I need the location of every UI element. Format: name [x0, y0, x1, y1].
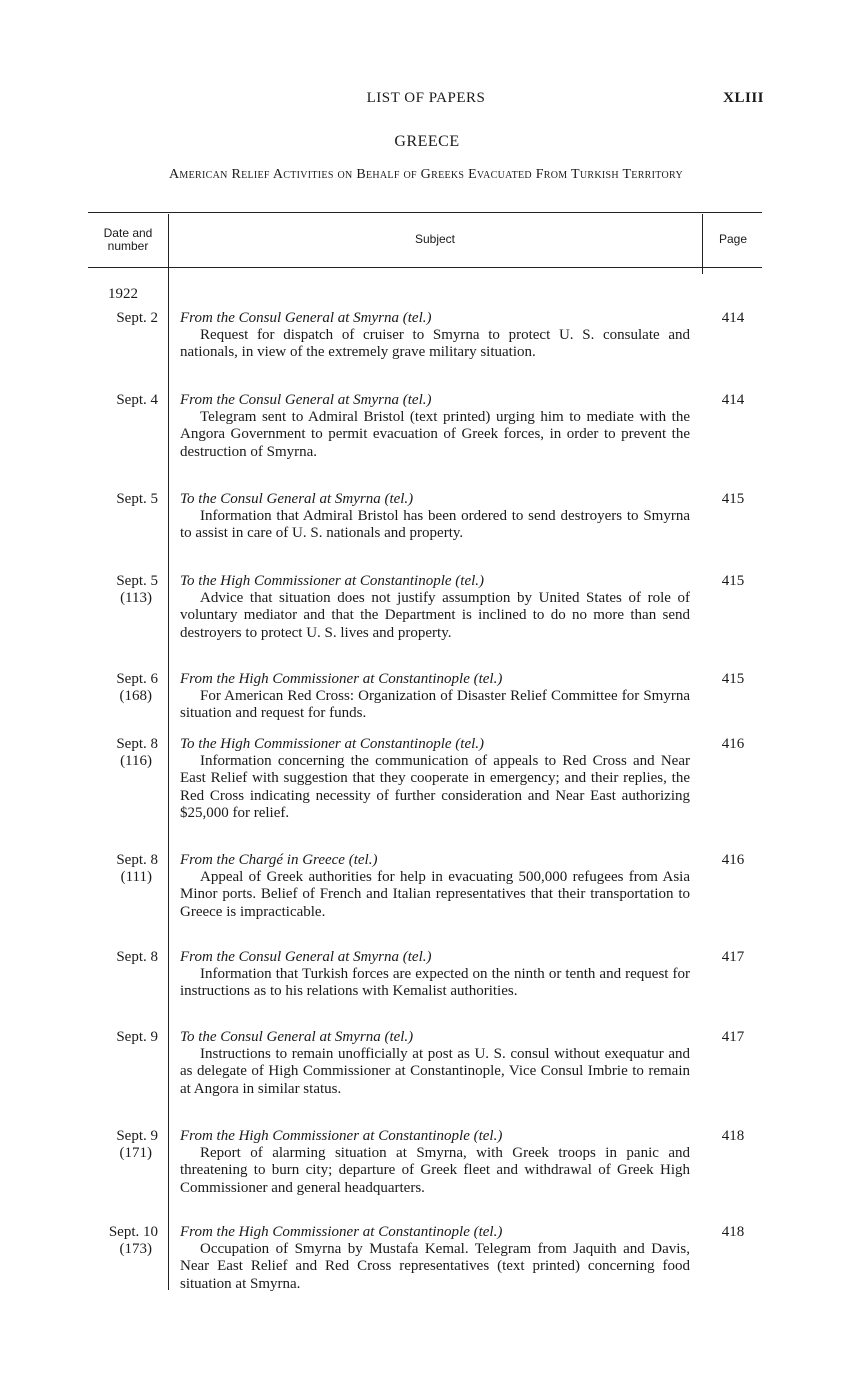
- row-subject: [180, 392, 690, 461]
- row-summary: Information concerning the communication of appeals to Red Cross and Near East Relief with suggestion that they cooperate in emergency; and their replies, the Red Cross indicating necessity of further consideration and Near East authorizing $25,000 for relief.: [180, 753, 690, 821]
- row-heading: From the Consul General at Smyrna (tel.): [180, 392, 432, 408]
- row-heading: From the High Commissioner at Constantinople (tel.): [180, 671, 503, 687]
- row-subject: [180, 949, 690, 1001]
- year-label: 1922: [108, 286, 138, 302]
- row-subject: [180, 1128, 690, 1197]
- row-summary: Telegram sent to Admiral Bristol (text printed) urging him to mediate with the Angora Government to permit evacuation of Greek forces, in order to prevent the destruction of Smyrna.: [180, 409, 690, 460]
- column-header-page: Page: [718, 232, 748, 246]
- column-header-subject: Subject: [414, 232, 456, 246]
- row-summary: Information that Turkish forces are expected on the ninth or tenth and request for instructions as to his relations with Kemalist authorities.: [180, 966, 690, 1000]
- papers-table: [88, 212, 762, 1290]
- row-heading: From the High Commissioner at Constantinople (tel.): [180, 1224, 503, 1240]
- column-header-date-number: Date and number: [103, 226, 153, 253]
- row-date: Sept. 5: [116, 491, 158, 507]
- row-date: Sept. 4: [116, 392, 158, 408]
- table-header-rule: [88, 267, 762, 268]
- row-summary: Appeal of Greek authorities for help in evacuating 500,000 refugees from Asia Minor ports. Belief of French and Italian representatives that their transportation to Greece is impracticable.: [180, 869, 690, 920]
- row-subject: [180, 671, 690, 723]
- row-heading: To the High Commissioner at Constantinople (tel.): [180, 736, 485, 752]
- row-summary: For American Red Cross: Organization of Disaster Relief Committee for Smyrna situation and request for funds.: [180, 688, 690, 722]
- row-number: (171): [119, 1145, 152, 1161]
- row-subject: [180, 310, 690, 362]
- row-summary: Information that Admiral Bristol has been ordered to send destroyers to Smyrna to assist in care of U. S. nationals and property.: [180, 508, 690, 542]
- row-subject: [180, 852, 690, 921]
- running-title: LIST OF PAPERS: [366, 90, 486, 106]
- row-page: 418: [721, 1128, 745, 1144]
- row-date: Sept. 2: [116, 310, 158, 326]
- row-page: 416: [721, 852, 745, 868]
- row-summary: Report of alarming situation at Smyrna, with Greek troops in panic and threatening to burn city; departure of Greek fleet and withdrawal of Greek High Commissioner and general headquarters.: [180, 1145, 690, 1196]
- column-divider-left: [168, 214, 169, 1290]
- row-heading: From the High Commissioner at Constantinople (tel.): [180, 1128, 503, 1144]
- row-heading: From the Chargé in Greece (tel.): [180, 852, 378, 868]
- row-subject: [180, 736, 690, 822]
- row-date: Sept. 5: [116, 573, 158, 589]
- row-page: 414: [721, 392, 745, 408]
- row-page: 416: [721, 736, 745, 752]
- row-heading: To the Consul General at Smyrna (tel.): [180, 491, 414, 507]
- row-page: 415: [721, 671, 745, 687]
- row-heading: To the Consul General at Smyrna (tel.): [180, 1029, 414, 1045]
- country-heading: GREECE: [394, 133, 460, 150]
- row-date: Sept. 8: [116, 736, 158, 752]
- row-heading: From the Consul General at Smyrna (tel.): [180, 310, 432, 326]
- row-page: 415: [721, 573, 745, 589]
- row-number: (113): [120, 590, 152, 606]
- row-date: Sept. 9: [116, 1128, 158, 1144]
- row-summary: Request for dispatch of cruiser to Smyrna to protect U. S. consulate and nationals, in view of the extremely grave military situation.: [180, 327, 690, 361]
- column-divider-right: [702, 214, 703, 274]
- row-page: 417: [721, 1029, 745, 1045]
- row-subject: [180, 573, 690, 642]
- row-date: Sept. 9: [116, 1029, 158, 1045]
- row-page: 414: [721, 310, 745, 326]
- row-summary: Occupation of Smyrna by Mustafa Kemal. Telegram from Jaquith and Davis, Near East Relief and Red Cross representatives (text printed) concerning food situation at Smyrna.: [180, 1241, 690, 1292]
- row-number: (168): [119, 688, 152, 704]
- row-subject: [180, 491, 690, 543]
- table-top-rule: [88, 212, 762, 213]
- row-subject: [180, 1029, 690, 1098]
- row-date: Sept. 8: [116, 852, 158, 868]
- row-summary: Advice that situation does not justify assumption by United States of role of voluntary mediator and that the Department is inclined to do no more than send destroyers to protect U. S. lives and property.: [180, 590, 690, 641]
- row-date: Sept. 10: [108, 1224, 158, 1240]
- row-number: (173): [119, 1241, 152, 1257]
- row-page: 418: [721, 1224, 745, 1240]
- row-page: 417: [721, 949, 745, 965]
- row-number: (116): [120, 753, 152, 769]
- page-number: XLIII: [723, 90, 764, 106]
- row-subject: [180, 1224, 690, 1293]
- section-title: American Relief Activities on Behalf of Greeks Evacuated From Turkish Territory: [169, 167, 683, 182]
- row-heading: To the High Commissioner at Constantinople (tel.): [180, 573, 485, 589]
- row-date: Sept. 6: [116, 671, 158, 687]
- row-date: Sept. 8: [116, 949, 158, 965]
- row-heading: From the Consul General at Smyrna (tel.): [180, 949, 432, 965]
- row-number: (111): [120, 869, 152, 885]
- row-summary: Instructions to remain unofficially at post as U. S. consul without exequatur and as delegate of High Commissioner at Constantinople, Vice Consul Imbrie to remain at Angora in similar status.: [180, 1046, 690, 1097]
- row-page: 415: [721, 491, 745, 507]
